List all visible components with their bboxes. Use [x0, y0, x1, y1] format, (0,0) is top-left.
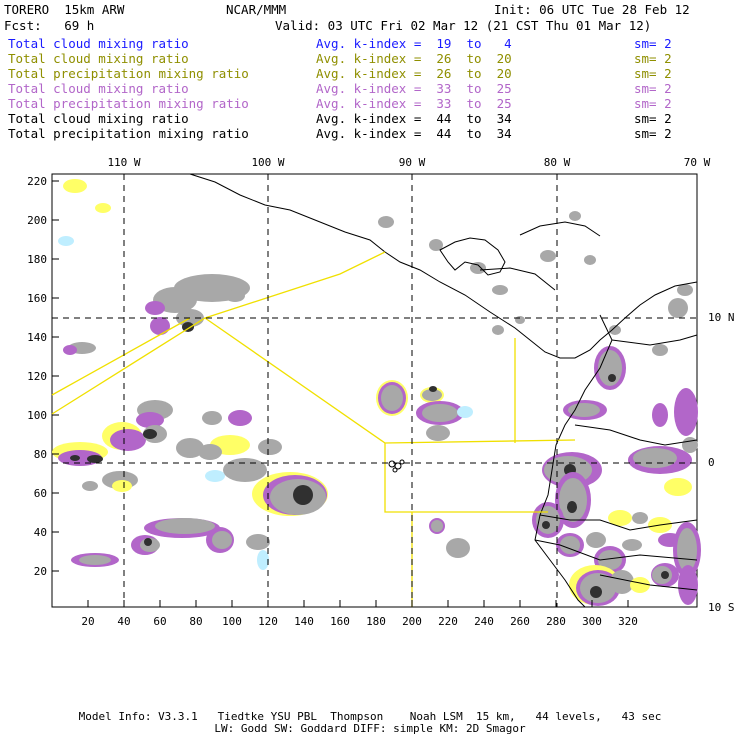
- field-patch: [431, 520, 443, 532]
- field-patch: [422, 404, 458, 422]
- field-patch: [426, 425, 450, 441]
- field-patch: [457, 406, 473, 418]
- x-tick-label: 80: [189, 615, 203, 628]
- legend-k-2: Avg. k-index = 26 to 20: [316, 51, 512, 66]
- field-patch: [223, 458, 267, 482]
- y-tick-label: 100: [27, 409, 47, 422]
- field-patch: [536, 506, 560, 534]
- field-patch: [182, 322, 194, 332]
- x-tick-label: 180: [366, 615, 386, 628]
- field-patch: [677, 284, 693, 296]
- longitude-label: 80 W: [543, 156, 571, 169]
- legend-field-5: Total precipitation mixing ratio: [8, 96, 249, 111]
- field-patch: [633, 448, 677, 468]
- y-tick-label: 20: [33, 565, 47, 578]
- longitude-label: 90 W: [398, 156, 426, 169]
- legend-k-4: Avg. k-index = 33 to 25: [316, 81, 512, 96]
- field-patch: [150, 317, 170, 335]
- longitude-label: 110 W: [107, 156, 141, 169]
- field-patch: [212, 531, 232, 549]
- y-tick-label: 200: [27, 214, 47, 227]
- legend-sm-6: sm= 2: [634, 111, 672, 126]
- x-tick-label: 100: [222, 615, 242, 628]
- forecast-hour: Fcst: 69 h: [4, 18, 95, 33]
- x-tick-label: 280: [546, 615, 566, 628]
- field-patch: [540, 250, 556, 262]
- field-patch: [144, 538, 152, 546]
- y-tick-label: 160: [27, 292, 47, 305]
- field-patch: [63, 179, 87, 193]
- legend-k-1: Avg. k-index = 19 to 4: [316, 36, 512, 51]
- field-patch: [257, 550, 269, 570]
- field-patch: [87, 455, 103, 463]
- field-patch: [590, 586, 602, 598]
- legend-field-3: Total precipitation mixing ratio: [8, 66, 249, 81]
- legend-k-7: Avg. k-index = 44 to 34: [316, 126, 512, 141]
- field-patch: [155, 518, 215, 534]
- y-tick-label: 60: [33, 487, 47, 500]
- field-patch: [664, 478, 692, 496]
- field-patch: [112, 480, 132, 492]
- x-tick-label: 220: [438, 615, 458, 628]
- y-tick-label: 40: [33, 526, 47, 539]
- field-patch: [205, 470, 225, 482]
- field-patch: [492, 325, 504, 335]
- model-info-line2: LW: Godd SW: Goddard DIFF: simple KM: 2D Smagor: [214, 722, 526, 735]
- field-patch: [652, 403, 668, 427]
- org-label: NCAR/MMM: [226, 2, 287, 17]
- field-patch: [652, 344, 668, 356]
- x-tick-label: 140: [294, 615, 314, 628]
- x-tick-label: 300: [582, 615, 602, 628]
- x-tick-label: 320: [618, 615, 638, 628]
- legend-k-3: Avg. k-index = 26 to 20: [316, 66, 512, 81]
- legend-field-4: Total cloud mixing ratio: [8, 81, 189, 96]
- legend-k-5: Avg. k-index = 33 to 25: [316, 96, 512, 111]
- legend-k-6: Avg. k-index = 44 to 34: [316, 111, 512, 126]
- latitude-label: 10 N: [708, 311, 735, 324]
- field-patch: [378, 216, 394, 228]
- field-patch: [82, 481, 98, 491]
- field-patch: [542, 521, 550, 529]
- field-patch: [225, 290, 245, 302]
- field-patch: [515, 316, 525, 324]
- field-patch: [70, 455, 80, 461]
- legend-sm-3: sm= 2: [634, 66, 672, 81]
- field-patch: [258, 439, 282, 455]
- x-tick-label: 260: [510, 615, 530, 628]
- field-patch: [678, 565, 698, 605]
- longitude-label: 100 W: [251, 156, 285, 169]
- field-patch: [63, 345, 77, 355]
- init-time: Init: 06 UTC Tue 28 Feb 12: [494, 2, 690, 17]
- field-patch: [136, 412, 164, 428]
- field-patch: [246, 534, 270, 550]
- legend-field-7: Total precipitation mixing ratio: [8, 126, 249, 141]
- field-patch: [446, 538, 470, 558]
- field-patch: [661, 571, 669, 579]
- field-patch: [610, 570, 634, 594]
- y-tick-label: 140: [27, 331, 47, 344]
- x-tick-label: 20: [81, 615, 95, 628]
- field-patch: [143, 429, 157, 439]
- field-patch: [145, 301, 165, 315]
- longitude-label: 70 W: [683, 156, 711, 169]
- field-patch: [584, 255, 596, 265]
- y-tick-label: 120: [27, 370, 47, 383]
- x-tick-label: 160: [330, 615, 350, 628]
- legend-field-6: Total cloud mixing ratio: [8, 111, 189, 126]
- y-tick-label: 180: [27, 253, 47, 266]
- latitude-label: 0: [708, 456, 715, 469]
- field-patch: [568, 403, 600, 417]
- field-patch: [609, 325, 621, 335]
- x-tick-label: 60: [153, 615, 167, 628]
- field-patch: [586, 532, 606, 548]
- field-patch: [58, 236, 74, 246]
- field-patch: [682, 437, 698, 453]
- x-tick-label: 200: [402, 615, 422, 628]
- legend-field-1: Total cloud mixing ratio: [8, 36, 189, 51]
- model-info-line1: Model Info: V3.3.1 Tiedtke YSU PBL Thompson Noah LSM 15 km, 44 levels, 43 sec: [78, 710, 662, 723]
- map-panel: [0, 150, 740, 628]
- field-patch: [630, 577, 650, 593]
- valid-time: Valid: 03 UTC Fri 02 Mar 12 (21 CST Thu 01 Mar 12): [275, 18, 652, 33]
- field-patch: [569, 211, 581, 221]
- field-patch: [228, 410, 252, 426]
- model-title: TORERO 15km ARW: [4, 2, 125, 17]
- field-patch: [674, 388, 698, 436]
- legend-sm-2: sm= 2: [634, 51, 672, 66]
- field-patch: [95, 203, 111, 213]
- x-tick-label: 240: [474, 615, 494, 628]
- field-patch: [668, 298, 688, 318]
- legend-field-2: Total cloud mixing ratio: [8, 51, 189, 66]
- legend-sm-5: sm= 2: [634, 96, 672, 111]
- legend-sm-4: sm= 2: [634, 81, 672, 96]
- field-patch: [429, 386, 437, 392]
- legend-sm-1: sm= 2: [634, 36, 672, 51]
- field-patch: [632, 512, 648, 524]
- field-patch: [381, 385, 403, 411]
- y-tick-label: 220: [27, 175, 47, 188]
- x-tick-label: 40: [117, 615, 131, 628]
- y-tick-label: 80: [33, 448, 47, 461]
- latitude-label: 10 S: [708, 601, 735, 614]
- field-patch: [608, 374, 616, 382]
- field-patch: [492, 285, 508, 295]
- field-patch: [79, 555, 111, 565]
- field-patch: [622, 539, 642, 551]
- field-patch: [202, 411, 222, 425]
- field-patch: [110, 429, 146, 451]
- legend-sm-7: sm= 2: [634, 126, 672, 141]
- field-patch: [198, 444, 222, 460]
- x-tick-label: 120: [258, 615, 278, 628]
- field-patch: [567, 501, 577, 513]
- field-patch: [293, 485, 313, 505]
